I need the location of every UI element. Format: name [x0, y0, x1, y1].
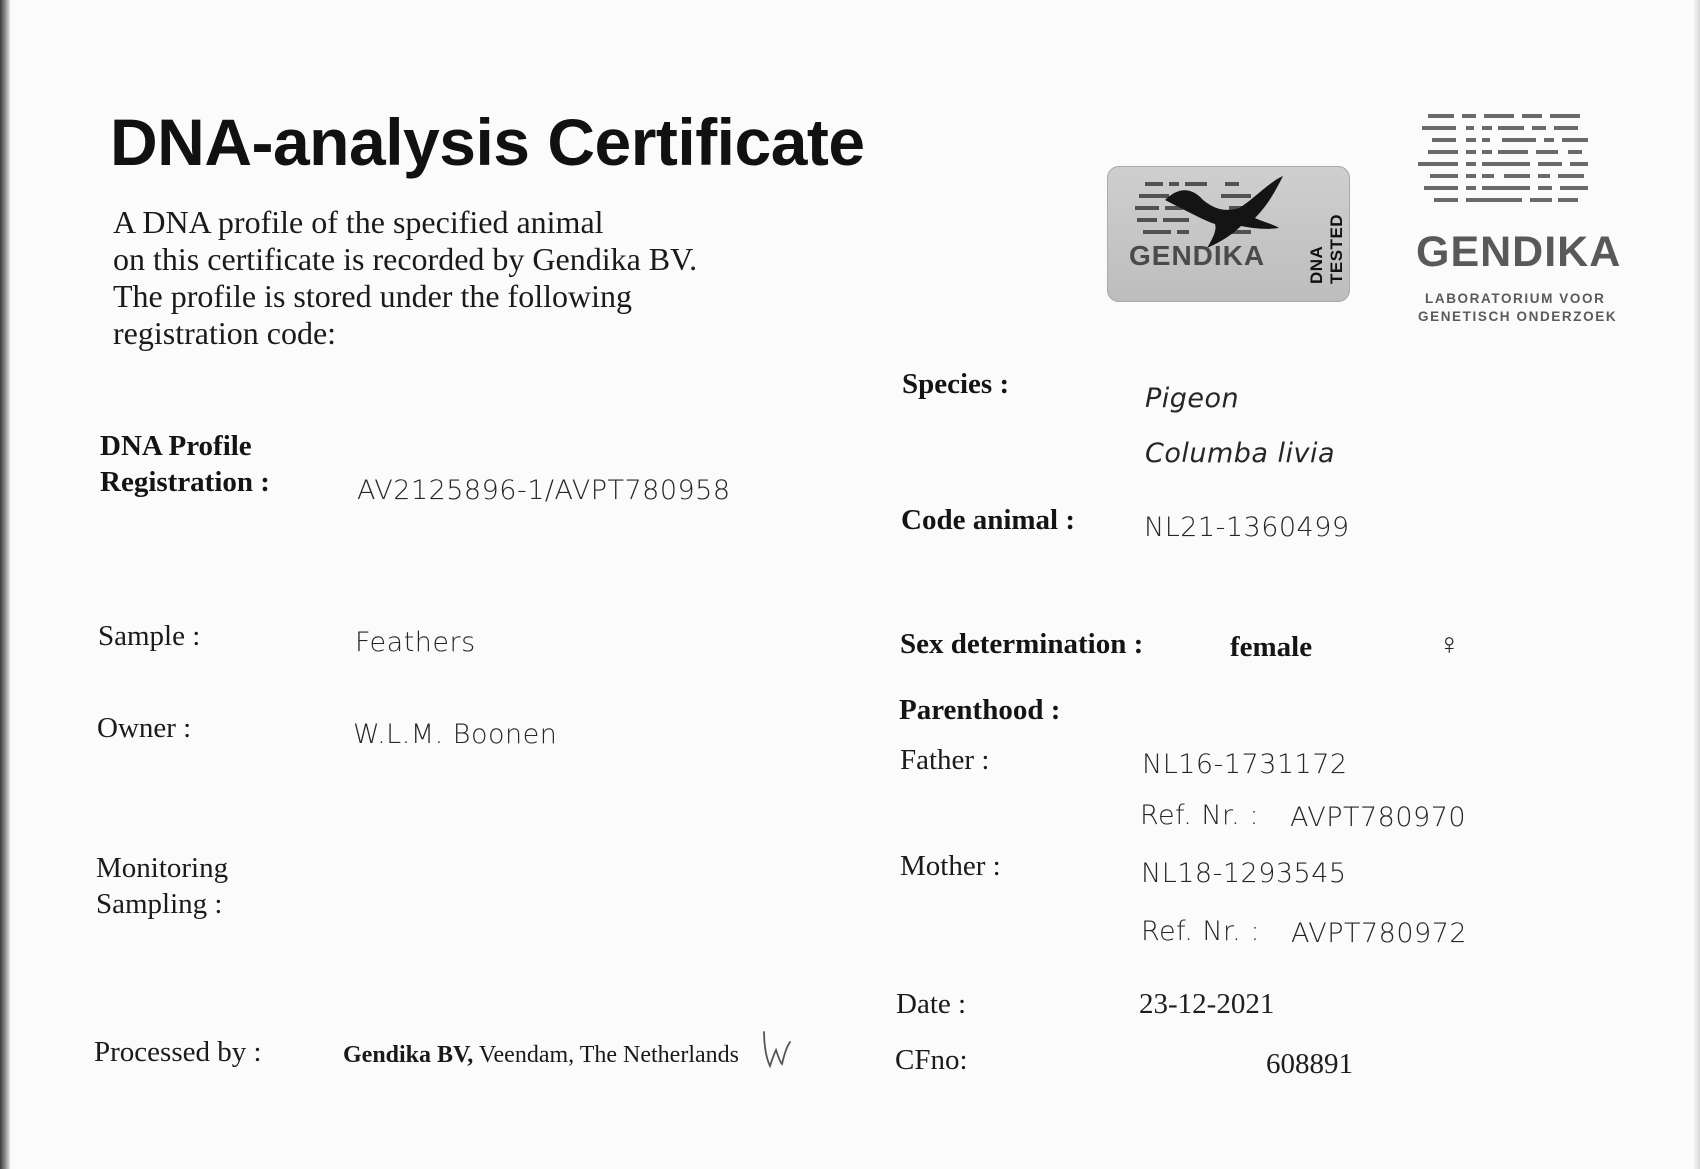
sample-value: Feathers — [355, 627, 476, 658]
mother-label: Mother : — [900, 850, 1001, 882]
processed-label: Processed by : — [94, 1036, 262, 1068]
monitoring-label: Sampling : — [96, 888, 223, 920]
registration-label: DNA Profile — [100, 430, 252, 462]
badge-brand: GENDIKA — [1129, 240, 1266, 271]
sex-label: Sex determination : — [900, 628, 1144, 660]
registration-label: Registration : — [100, 466, 270, 498]
badge-tag: DNA TESTED — [1307, 213, 1346, 284]
company-name: GENDIKA — [1416, 228, 1622, 276]
scan-shadow-right — [1694, 0, 1700, 1169]
owner-label: Owner : — [97, 712, 192, 744]
father-value: NL16-1731172 — [1142, 749, 1348, 780]
mother-value: NL18-1293545 — [1141, 858, 1347, 889]
mother-ref-value: AVPT780972 — [1291, 918, 1468, 949]
certificate-title: DNA-analysis Certificate — [110, 105, 865, 179]
processed-location: Veendam, The Netherlands — [473, 1042, 739, 1068]
father-ref-value: AVPT780970 — [1290, 802, 1467, 833]
code-animal-value: NL21-1360499 — [1144, 512, 1350, 543]
species-common: Pigeon — [1145, 383, 1240, 414]
species-label: Species : — [902, 368, 1010, 400]
father-label: Father : — [900, 744, 990, 776]
intro-line: registration code: — [113, 315, 337, 351]
cfno-label: CFno: — [895, 1044, 968, 1076]
processed-value — [343, 1042, 739, 1069]
date-label: Date : — [896, 988, 967, 1020]
company-subtitle: LABORATORIUM VOOR — [1425, 291, 1606, 306]
sex-value: female — [1230, 631, 1313, 663]
processed-company: Gendika BV, — [343, 1042, 474, 1068]
cfno-value: 608891 — [1266, 1048, 1353, 1080]
date-value: 23-12-2021 — [1139, 988, 1275, 1020]
code-animal-label: Code animal : — [901, 504, 1075, 536]
intro-line: on this certificate is recorded by Gendika BV. — [113, 241, 698, 277]
registration-value: AV2125896-1/AVPT780958 — [357, 475, 731, 506]
mother-ref-label: Ref. Nr. : — [1141, 916, 1260, 947]
certificate-intro — [113, 204, 833, 352]
company-subtitle: GENETISCH ONDERZOEK — [1418, 309, 1618, 324]
handwritten-initial-signature — [758, 1022, 792, 1072]
parenthood-label: Parenthood : — [899, 694, 1061, 726]
father-ref-label: Ref. Nr. : — [1140, 800, 1259, 831]
species-latin: Columba livia — [1145, 438, 1336, 469]
owner-value: W.L.M. Boonen — [353, 719, 558, 750]
sample-label: Sample : — [98, 620, 201, 652]
female-symbol-icon: ♀ — [1438, 628, 1461, 661]
gendika-logo-mark-icon — [1418, 112, 1598, 212]
intro-line: A DNA profile of the specified animal — [113, 204, 604, 240]
monitoring-label: Monitoring — [96, 852, 229, 884]
scan-shadow-left — [0, 0, 10, 1169]
dna-tested-badge — [1107, 166, 1350, 302]
intro-line: The profile is stored under the following — [113, 278, 632, 314]
